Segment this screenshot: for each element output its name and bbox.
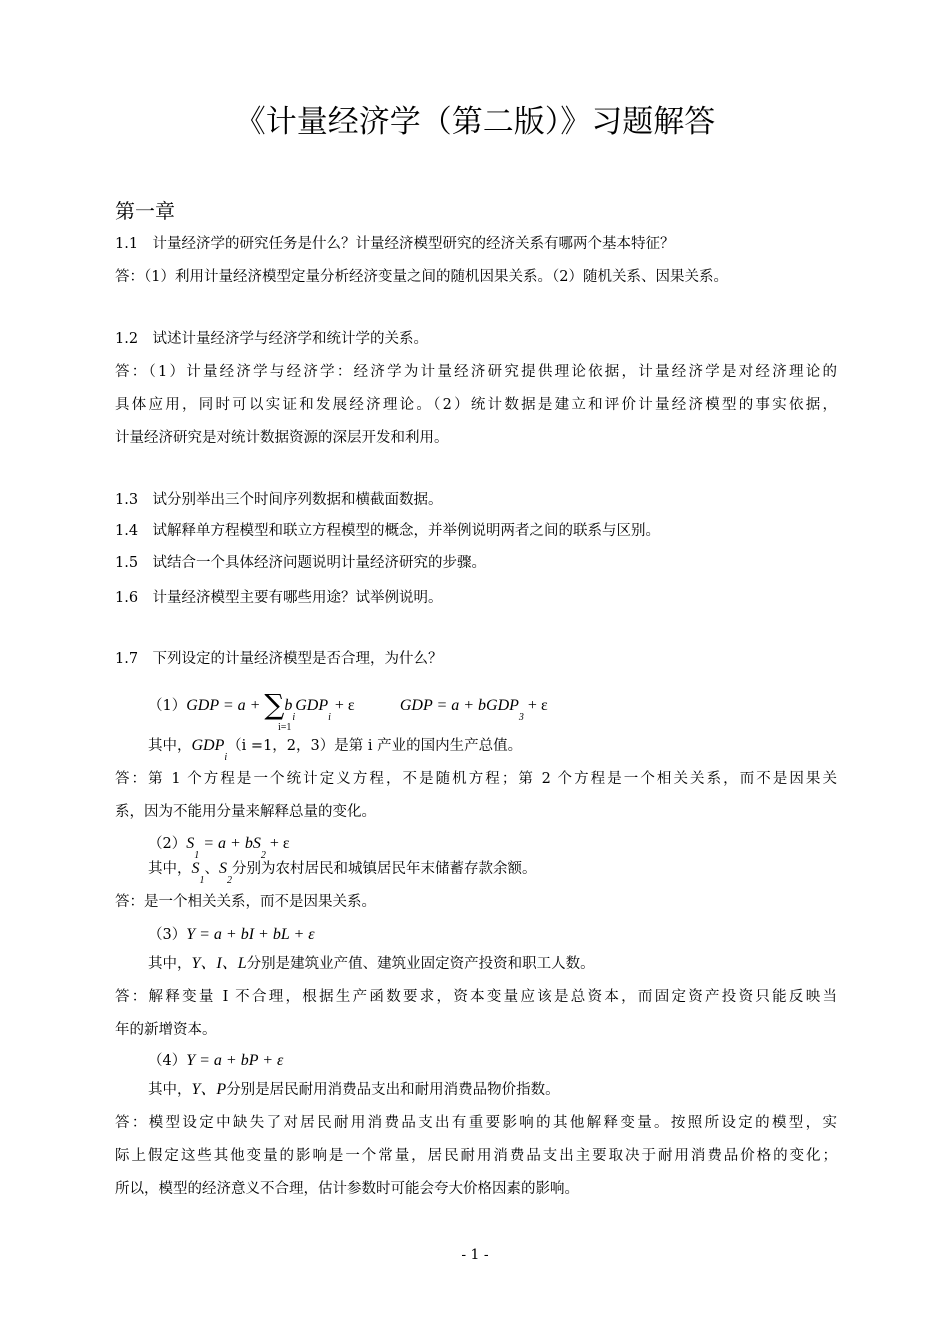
model-3-answer-line-2: 年的新增资本。 bbox=[115, 1022, 217, 1038]
model-2-answer: 答：是一个相关关系，而不是因果关系。 bbox=[115, 894, 376, 910]
question-1-7: 1.7 下列设定的计量经济模型是否合理，为什么？ bbox=[115, 651, 443, 667]
model-1-eq-a-gdp-sub: i bbox=[328, 712, 331, 723]
model-1-where-var: GDP bbox=[191, 737, 225, 754]
model-4-answer-line-2: 际上假定这些其他变量的影响是一个常量，居民耐用消费品支出主要取决于耐用消费品价格的变化； bbox=[115, 1148, 837, 1164]
question-1-6: 1.6 计量经济模型主要有哪些用途？试举例说明。 bbox=[115, 590, 443, 606]
model-3-where-text: 分别是建筑业产值、建筑业固定资产投资和职工人数。 bbox=[246, 956, 595, 972]
model-3-answer-line-1: 答：解释变量 I 不合理，根据生产函数要求，资本变量应该是总资本，而固定资产投资只能反映当 bbox=[115, 989, 837, 1005]
model-1-answer-line-1: 答：第 1 个方程是一个统计定义方程，不是随机方程；第 2 个方程是一个相关关系，而不是因果关 bbox=[115, 771, 837, 787]
model-4-answer-line-1: 答：模型设定中缺失了对居民耐用消费品支出有重要影响的其他解释变量。按照所设定的模型，实 bbox=[115, 1115, 837, 1131]
model-2-where bbox=[148, 858, 537, 886]
model-1-eq-b-tail: + ε bbox=[523, 697, 548, 714]
answer-1-2-line-2: 具体应用，同时可以实证和发展经济理论。（2）统计数据是建立和评价计量经济模型的事实依据， bbox=[115, 397, 837, 413]
model-2-var-s2-sub: 2 bbox=[227, 875, 232, 886]
model-4-eq: Y = a + bP + ε bbox=[186, 1052, 284, 1069]
model-4-label: （4） bbox=[148, 1053, 187, 1069]
summation-symbol: ∑ bbox=[264, 688, 285, 721]
model-2-where-text: 分别为农村居民和城镇居民年末储蓄存款余额。 bbox=[232, 861, 537, 877]
question-1-1: 1.1 计量经济学的研究任务是什么？计量经济模型研究的经济关系有哪两个基本特征？ bbox=[115, 236, 675, 252]
model-2-where-pre: 其中， bbox=[148, 861, 192, 877]
model-1-where bbox=[148, 735, 523, 763]
model-1-eq-b: GDP = a + bGDP bbox=[399, 697, 519, 714]
model-2-equation bbox=[148, 833, 290, 861]
model-2-eq-mid: = a + bS bbox=[199, 835, 261, 852]
model-1-eq-b-sub: 3 bbox=[518, 712, 524, 723]
model-2-eq-tail: + ε bbox=[265, 835, 290, 852]
model-2-sub-1: 1 bbox=[194, 850, 200, 861]
model-3-where bbox=[148, 953, 595, 975]
question-1-4: 1.4 试解释单方程模型和联立方程模型的概念，并举例说明两者之间的联系与区别。 bbox=[115, 523, 661, 539]
question-1-2: 1.2 试述计量经济学与经济学和统计学的关系。 bbox=[115, 331, 429, 347]
model-2-eq-pre: S bbox=[186, 835, 195, 852]
model-4-where bbox=[148, 1079, 560, 1101]
page-number: - 1 - bbox=[461, 1247, 489, 1263]
model-3-where-vars: Y、I、L bbox=[191, 955, 247, 972]
model-1-eq-a-gdp: GDP bbox=[295, 697, 329, 714]
model-2-var-s1: S bbox=[191, 860, 200, 877]
question-1-3: 1.3 试分别举出三个时间序列数据和横截面数据。 bbox=[115, 492, 443, 508]
model-4-where-text: 分别是居民耐用消费品支出和耐用消费品物价指数。 bbox=[226, 1082, 560, 1098]
model-1-eq-a-tail: + ε bbox=[330, 697, 355, 714]
chapter-heading: 第一章 bbox=[115, 199, 175, 223]
model-3-eq: Y = a + bI + bL + ε bbox=[186, 926, 315, 943]
model-3-label: （3） bbox=[148, 927, 187, 943]
model-4-where-pre: 其中， bbox=[148, 1082, 192, 1098]
model-1-answer-line-2: 系，因为不能用分量来解释总量的变化。 bbox=[115, 804, 376, 820]
model-2-sub-2: 2 bbox=[260, 850, 266, 861]
answer-1-2-line-3: 计量经济研究是对统计数据资源的深层开发和利用。 bbox=[115, 430, 449, 446]
model-1-equations bbox=[148, 688, 548, 723]
document-title: 《计量经济学（第二版）》习题解答 bbox=[234, 104, 716, 140]
model-1-where-sub: i bbox=[224, 752, 228, 763]
model-4-equation bbox=[148, 1050, 283, 1072]
model-1-eq-a-b: b bbox=[284, 697, 293, 714]
model-1-eq-a-pre: GDP = a + bbox=[186, 697, 265, 714]
question-1-5: 1.5 试结合一个具体经济问题说明计量经济研究的步骤。 bbox=[115, 555, 487, 571]
summation-index: i=1 bbox=[278, 722, 292, 733]
model-4-where-vars: Y、P bbox=[191, 1081, 227, 1098]
model-1-label: （1） bbox=[148, 698, 187, 714]
answer-1-2-line-1: 答：（1）计量经济学与经济学：经济学为计量经济研究提供理论依据，计量经济学是对经济理论的 bbox=[115, 364, 837, 380]
model-2-where-sep: 、 bbox=[204, 861, 219, 877]
model-2-var-s1-sub: 1 bbox=[199, 875, 205, 886]
model-3-where-pre: 其中， bbox=[148, 956, 192, 972]
model-2-var-s2: S bbox=[219, 860, 227, 877]
model-3-equation bbox=[148, 924, 315, 946]
answer-1-1: 答：（1）利用计量经济模型定量分析经济变量之间的随机因果关系。（2）随机关系、因果关系。 bbox=[115, 269, 728, 285]
model-1-where-text: （i =1，2，3）是第 i 产业的国内生产总值。 bbox=[227, 738, 523, 754]
model-4-answer-line-3: 所以，模型的经济意义不合理，估计参数时可能会夸大价格因素的影响。 bbox=[115, 1181, 579, 1197]
model-1-eq-a-b-sub: i bbox=[292, 712, 296, 723]
model-2-label: （2） bbox=[148, 836, 187, 852]
model-1-where-pre: 其中， bbox=[148, 738, 192, 754]
